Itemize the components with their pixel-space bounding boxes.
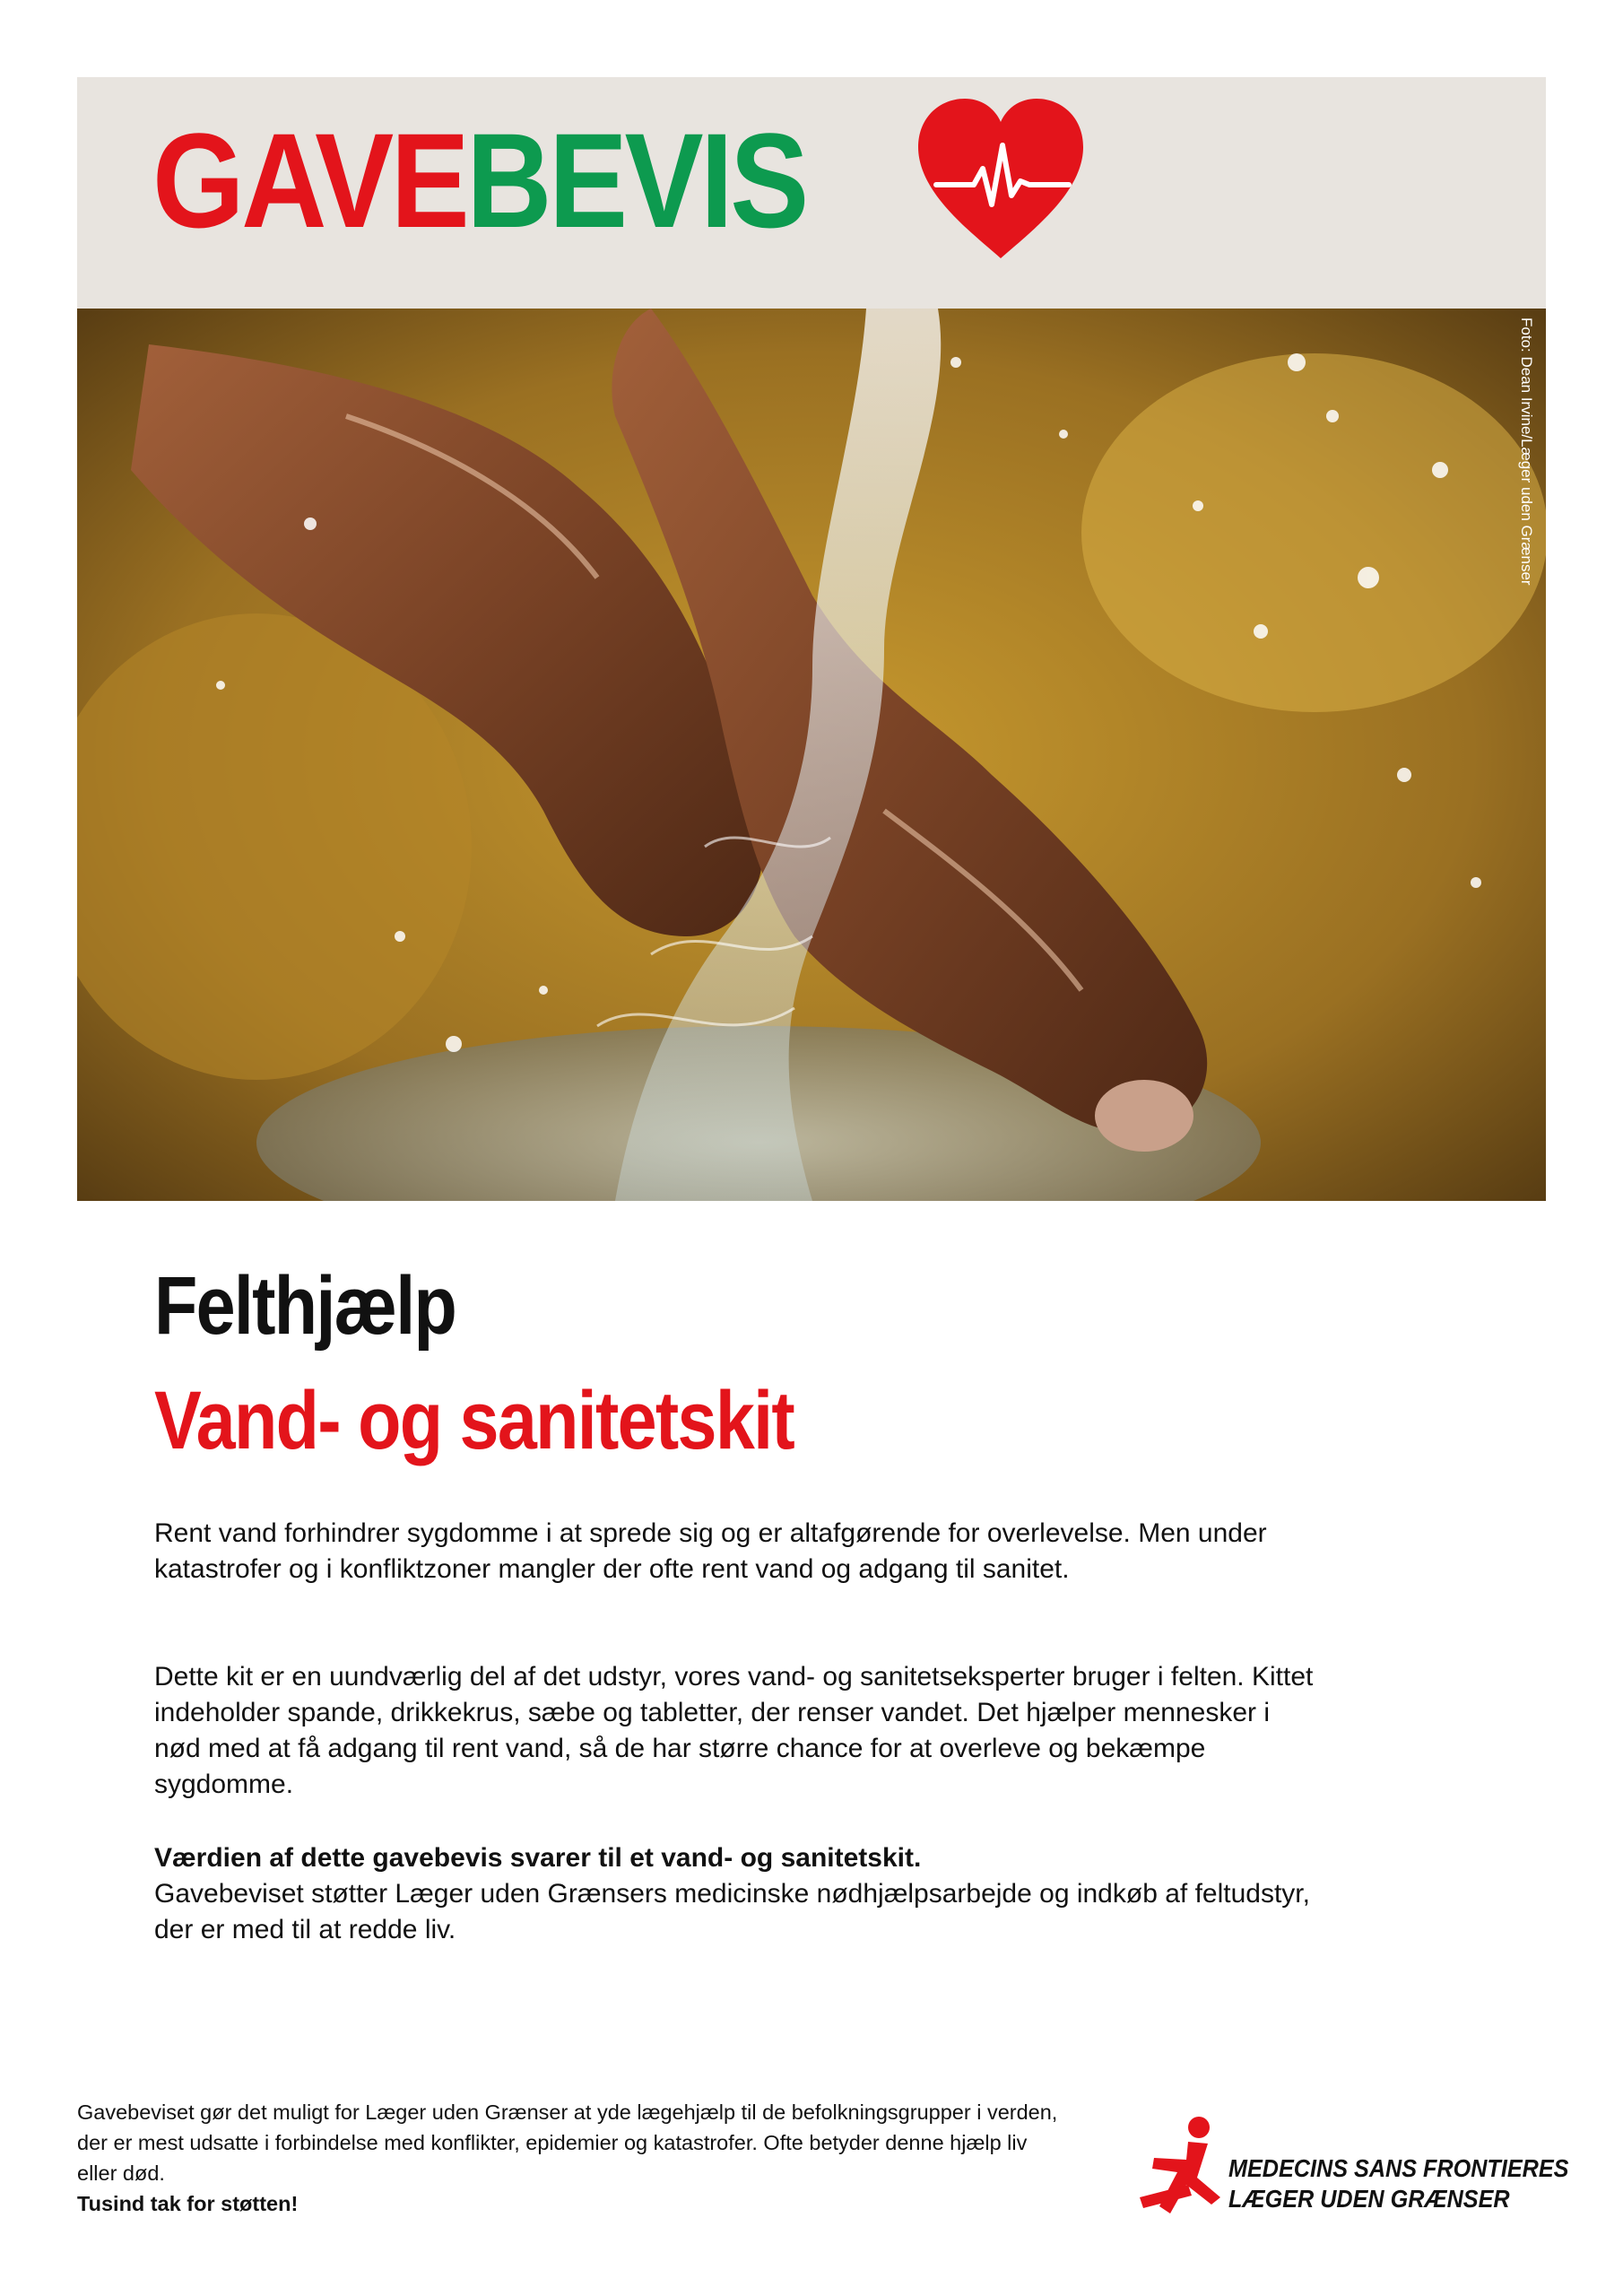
logo-line-danish: LÆGER UDEN GRÆNSER xyxy=(1228,2185,1510,2213)
paragraph-text: Dette kit er en uundværlig del af det udstyr, vores vand- og sanitetseksperter bruger i felten. Kittet indeholder spande, drikkekrus, sæbe og tabletter, der renser vandet. Det hjælper mennesker i nød med at få adgang til rent vand, så de har større chance for at overleve og bekæmpe sygdomme. xyxy=(154,1662,1314,1799)
title-gave: GAVE xyxy=(152,105,467,256)
value-statement-text: Gavebeviset støtter Læger uden Grænsers medicinske nødhjælpsarbejde og indkøb af feltudstyr, der er med til at redde liv. xyxy=(154,1879,1310,1944)
paragraph-kit xyxy=(154,1659,1320,1803)
running-man-icon xyxy=(1134,2115,1233,2240)
title-bevis: BEVIS xyxy=(466,105,806,256)
footer-thanks: Tusind tak for støtten! xyxy=(77,2192,299,2215)
header-band xyxy=(77,77,1546,309)
value-statement xyxy=(154,1840,1320,1948)
hands-water-illustration xyxy=(77,309,1546,1201)
logo-line-french: MEDECINS SANS FRONTIERES xyxy=(1228,2154,1569,2182)
heading-kit-name: Vand- og sanitetskit xyxy=(154,1375,794,1466)
msf-logo xyxy=(1134,2115,1569,2240)
paragraph-intro xyxy=(154,1516,1320,1587)
value-statement-bold: Værdien af dette gavebevis svarer til et vand- og sanitetskit. xyxy=(154,1843,922,1873)
heart-pulse-icon xyxy=(911,95,1090,265)
photo-credit: Foto: Dean Irvine/Læger uden Grænser xyxy=(1518,317,1535,586)
footer-text xyxy=(77,2097,1063,2219)
heading-felthjaelp: Felthjælp xyxy=(154,1260,456,1352)
footer-description: Gavebeviset gør det muligt for Læger uden Grænser at yde lægehjælp til de befolkningsgrupper i verden, der er mest udsatte i forbindelse med konflikter, epidemier og katastrofer. Ofte betyder denne hjælp liv eller død. xyxy=(77,2100,1058,2185)
page-title xyxy=(152,105,806,256)
paragraph-text: Rent vand forhindrer sygdomme i at sprede sig og er altafgørende for overlevelse. Men under katastrofer og i konfliktzoner mangler der ofte rent vand og adgang til sanitet. xyxy=(154,1518,1267,1584)
hero-photo xyxy=(77,309,1546,1201)
